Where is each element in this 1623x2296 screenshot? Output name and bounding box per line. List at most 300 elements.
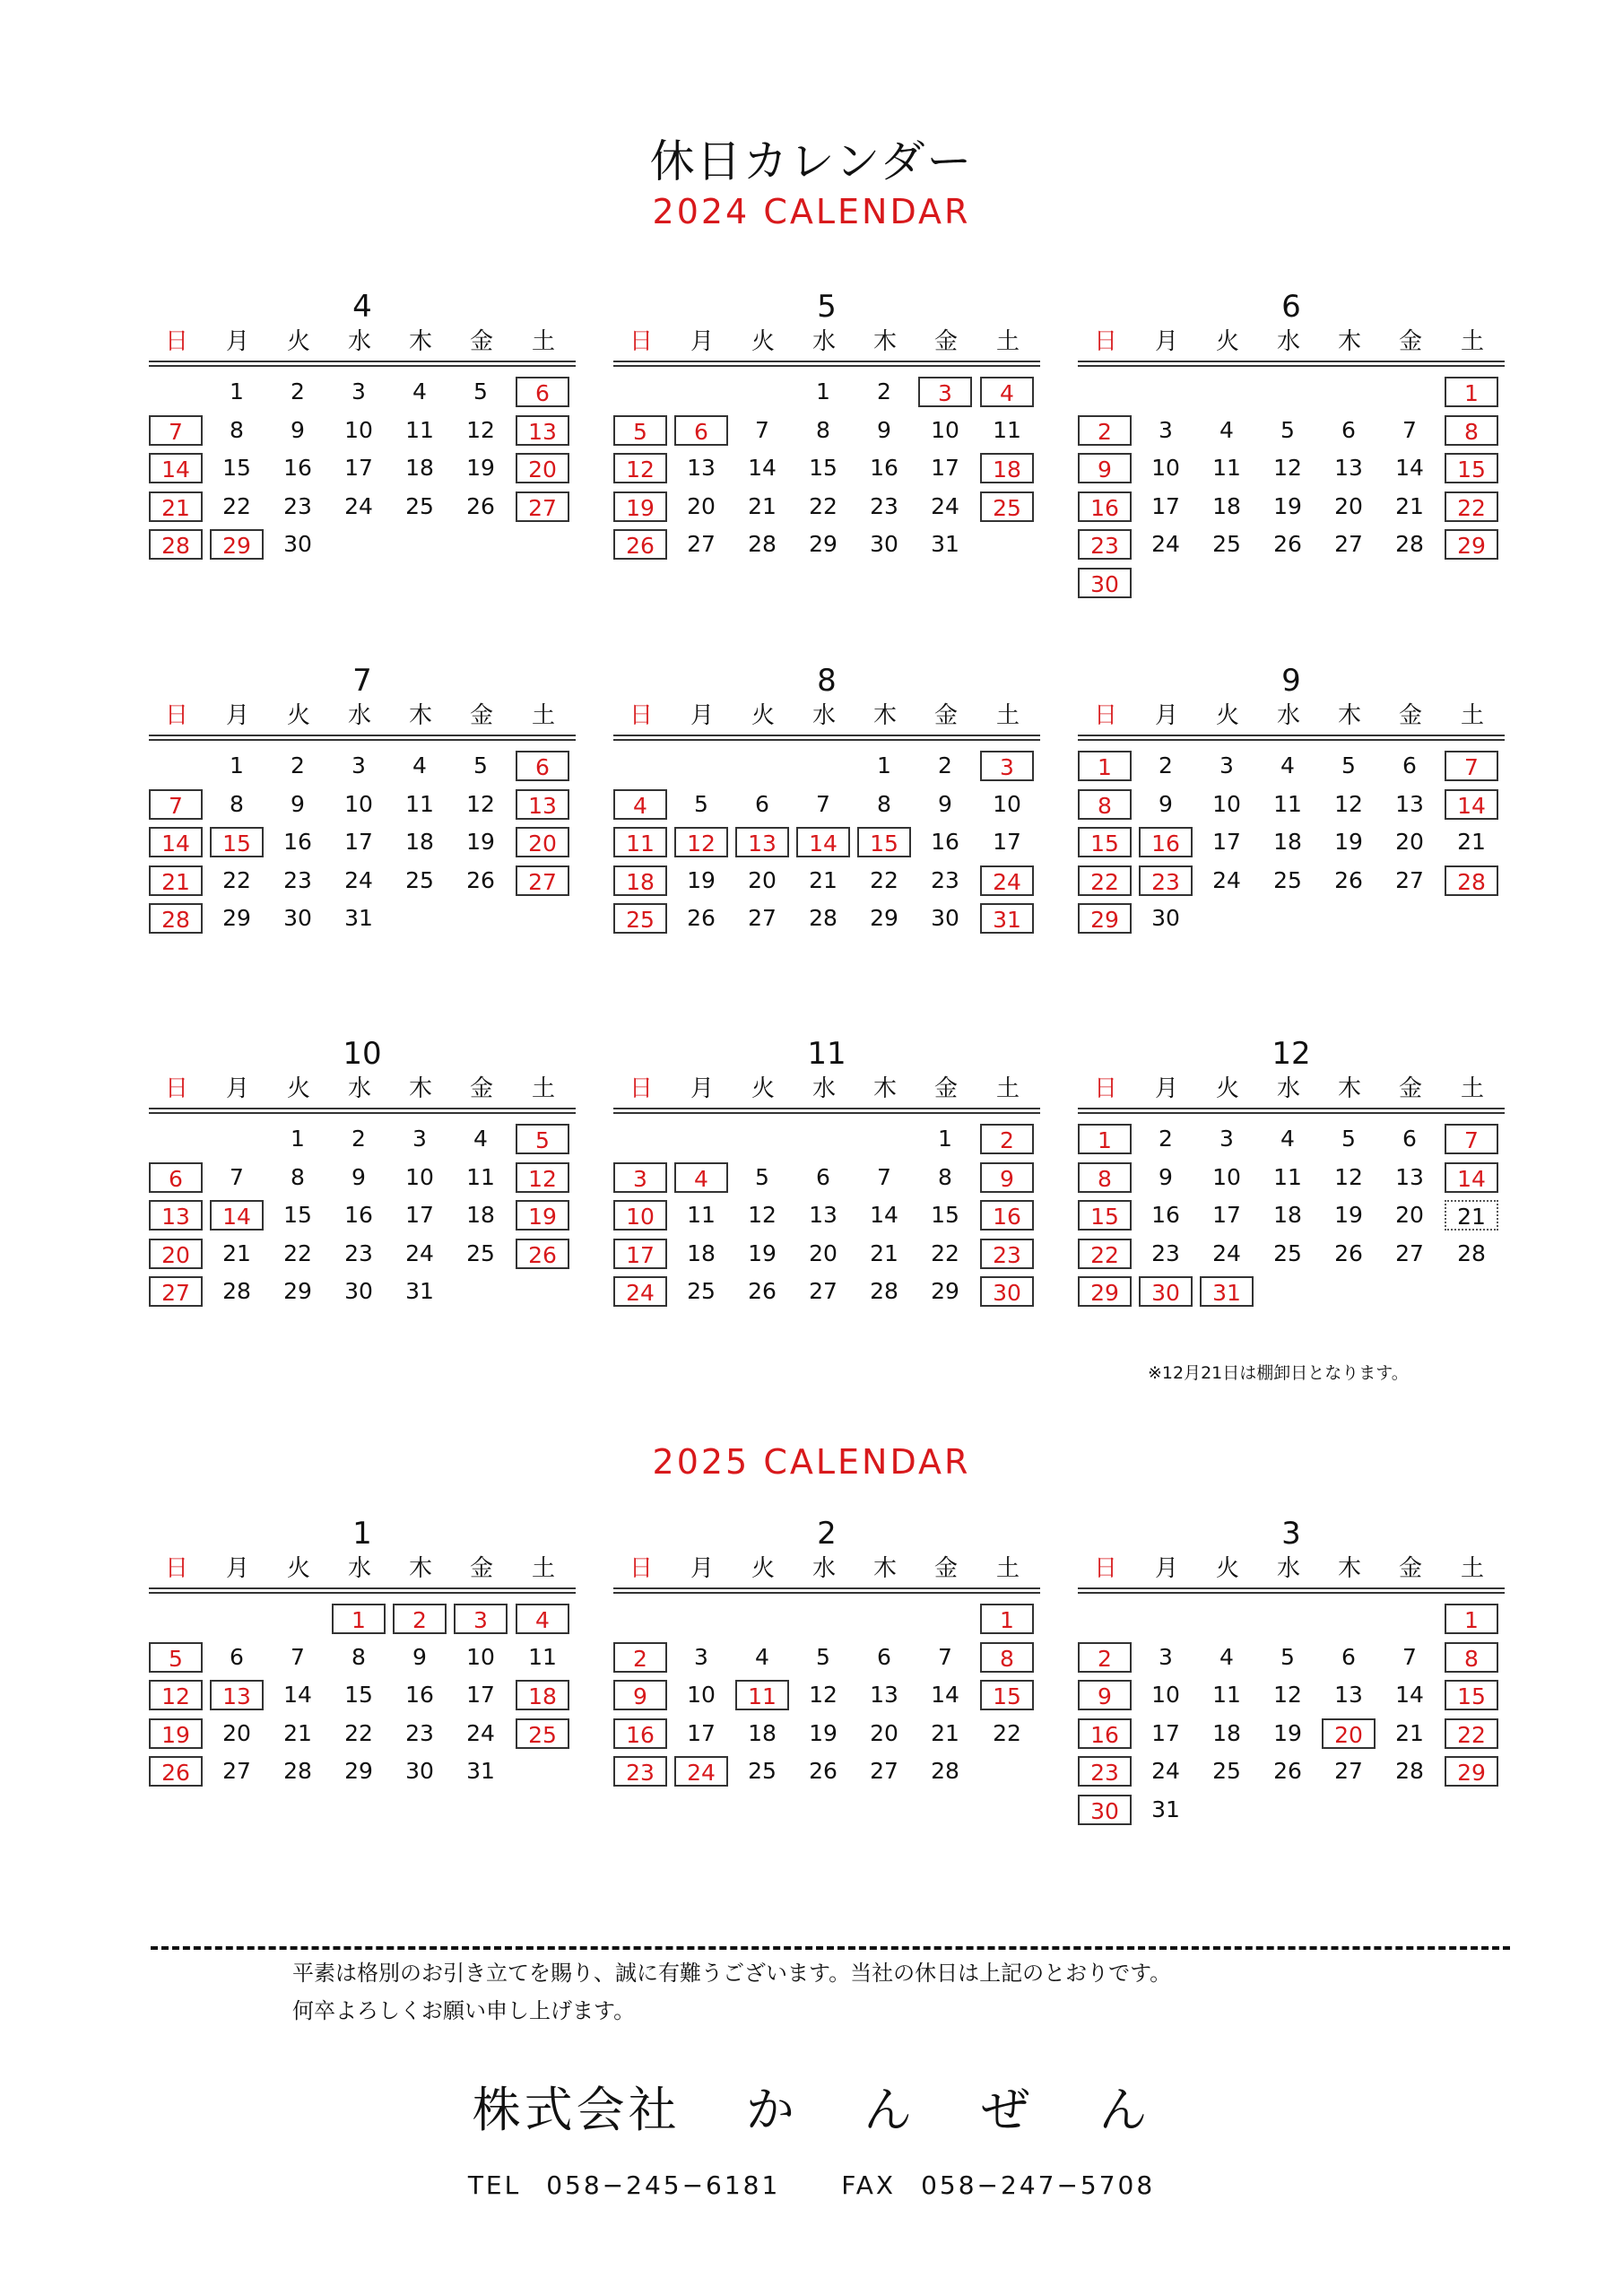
day-cell: 26 — [1334, 866, 1363, 893]
day-cell: 5 — [1280, 416, 1295, 443]
weekday-label: 木 — [872, 1555, 897, 1582]
day-cell: 29 — [809, 531, 838, 557]
day-cell: 5 — [755, 1163, 769, 1190]
weekday-label: 日 — [1093, 702, 1117, 729]
day-cell: 24 — [1151, 531, 1180, 557]
holiday-day: 28 — [149, 903, 203, 934]
holiday-day: 7 — [1445, 1124, 1498, 1154]
day-cell: 24 — [1212, 866, 1241, 893]
holiday-day: 23 — [1078, 1756, 1132, 1787]
day-cell: 18 — [1273, 829, 1302, 855]
month-number: 2 — [817, 1516, 837, 1552]
holiday-day: 23 — [1078, 529, 1132, 560]
day-cell: 2 — [1159, 1126, 1173, 1152]
tel-label: TEL — [467, 2170, 522, 2200]
inventory-day: 21 — [1445, 1200, 1498, 1231]
holiday-day: 30 — [1078, 568, 1132, 598]
holiday-day: 12 — [149, 1680, 203, 1710]
holiday-day: 8 — [1078, 789, 1132, 820]
day-cell: 18 — [405, 829, 434, 855]
weekday-label: 金 — [933, 1075, 958, 1102]
day-cell: 10 — [344, 416, 373, 443]
page-title: 休日カレンダー — [649, 135, 974, 187]
weekday-label: 木 — [408, 328, 432, 355]
day-cell: 15 — [283, 1202, 312, 1228]
day-cell: 28 — [283, 1758, 312, 1784]
holiday-day: 1 — [1078, 1124, 1132, 1154]
weekday-label: 水 — [812, 1075, 836, 1102]
holiday-day: 25 — [613, 903, 667, 934]
holiday-day: 13 — [149, 1200, 203, 1231]
day-cell: 22 — [993, 1719, 1021, 1746]
day-cell: 30 — [283, 531, 312, 557]
holiday-day: 1 — [1078, 751, 1132, 781]
holiday-day: 14 — [1445, 789, 1498, 820]
day-cell: 13 — [1334, 1682, 1363, 1708]
day-cell: 15 — [931, 1202, 959, 1228]
day-cell: 8 — [230, 790, 244, 817]
holiday-day: 18 — [516, 1680, 569, 1710]
holiday-day: 24 — [980, 865, 1034, 896]
day-cell: 14 — [748, 455, 777, 481]
day-cell: 11 — [466, 1163, 495, 1190]
message-line-2: 何卒よろしくお願い申し上げます。 — [292, 1998, 636, 2023]
day-cell: 4 — [412, 378, 427, 404]
day-cell: 27 — [1395, 866, 1424, 893]
fax-number: 058−247−5708 — [921, 2170, 1156, 2200]
holiday-day: 28 — [1445, 865, 1498, 896]
day-cell: 17 — [931, 455, 959, 481]
holiday-day: 20 — [516, 453, 569, 483]
day-cell: 9 — [877, 416, 891, 443]
header-rule — [613, 361, 1040, 362]
holiday-day: 9 — [1078, 1680, 1132, 1710]
day-cell: 11 — [687, 1202, 716, 1228]
day-cell: 11 — [1212, 455, 1241, 481]
month-number: 11 — [807, 1036, 846, 1072]
weekday-label: 金 — [1398, 1075, 1422, 1102]
weekday-label: 金 — [1398, 1555, 1422, 1582]
weekday-header — [1078, 702, 1505, 733]
day-cell: 30 — [870, 531, 898, 557]
holiday-day: 7 — [149, 415, 203, 446]
holiday-day: 18 — [613, 865, 667, 896]
weekday-label: 月 — [1154, 328, 1178, 355]
header-rule — [1078, 361, 1505, 362]
weekday-label: 火 — [751, 702, 775, 729]
holiday-day: 2 — [393, 1604, 447, 1634]
day-cell: 17 — [344, 455, 373, 481]
weekday-header — [149, 328, 576, 359]
day-cell: 10 — [1151, 455, 1180, 481]
day-cell: 14 — [1395, 1682, 1424, 1708]
holiday-day: 23 — [1139, 865, 1193, 896]
weekday-label: 金 — [933, 328, 958, 355]
weekday-label: 水 — [1276, 328, 1300, 355]
day-cell: 21 — [748, 492, 777, 519]
weekday-header — [1078, 328, 1505, 359]
day-cell: 24 — [466, 1719, 495, 1746]
holiday-day: 30 — [980, 1276, 1034, 1307]
inventory-note: ※12月21日は棚卸日となります。 — [1148, 1363, 1409, 1383]
weekday-label: 金 — [469, 328, 493, 355]
holiday-day: 4 — [980, 377, 1034, 407]
company-char-1: か — [745, 2082, 798, 2138]
day-cell: 5 — [1341, 1126, 1356, 1152]
day-cell: 20 — [748, 866, 777, 893]
day-cell: 7 — [816, 790, 830, 817]
day-cell: 27 — [809, 1278, 838, 1304]
day-cell: 27 — [687, 531, 716, 557]
holiday-day: 15 — [1445, 453, 1498, 483]
weekday-header — [1078, 1555, 1505, 1586]
weekday-label: 月 — [225, 1075, 249, 1102]
day-cell: 8 — [352, 1643, 366, 1670]
month-number: 1 — [352, 1516, 372, 1552]
holiday-day: 20 — [516, 827, 569, 857]
day-cell: 24 — [405, 1239, 434, 1266]
holiday-day: 9 — [613, 1680, 667, 1710]
day-cell: 18 — [405, 455, 434, 481]
weekday-header — [613, 1075, 1040, 1106]
weekday-label: 土 — [995, 702, 1020, 729]
day-cell: 3 — [1219, 1126, 1234, 1152]
day-cell: 12 — [466, 790, 495, 817]
day-cell: 26 — [748, 1278, 777, 1304]
day-cell: 7 — [877, 1163, 891, 1190]
day-cell: 30 — [405, 1758, 434, 1784]
holiday-day: 4 — [516, 1604, 569, 1634]
holiday-day: 31 — [980, 903, 1034, 934]
day-cell: 14 — [931, 1682, 959, 1708]
holiday-day: 12 — [613, 453, 667, 483]
month-number: 5 — [817, 289, 837, 325]
day-cell: 16 — [283, 455, 312, 481]
holiday-day: 23 — [980, 1239, 1034, 1269]
day-cell: 22 — [344, 1719, 373, 1746]
holiday-day: 20 — [1322, 1718, 1376, 1749]
weekday-label: 水 — [347, 328, 371, 355]
holiday-day: 3 — [454, 1604, 508, 1634]
holiday-day: 15 — [210, 827, 264, 857]
day-cell: 26 — [466, 866, 495, 893]
day-cell: 18 — [748, 1719, 777, 1746]
holiday-day: 22 — [1078, 1239, 1132, 1269]
holiday-day: 3 — [980, 751, 1034, 781]
day-cell: 6 — [1341, 416, 1356, 443]
weekday-header — [1078, 1075, 1505, 1106]
day-cell: 14 — [283, 1682, 312, 1708]
day-cell: 8 — [877, 790, 891, 817]
day-cell: 8 — [230, 416, 244, 443]
day-cell: 4 — [755, 1643, 769, 1670]
holiday-day: 5 — [613, 415, 667, 446]
day-cell: 24 — [344, 492, 373, 519]
holiday-day: 14 — [149, 453, 203, 483]
holiday-day: 12 — [516, 1162, 569, 1193]
day-cell: 17 — [993, 829, 1021, 855]
day-cell: 22 — [809, 492, 838, 519]
year-label-2024: 2024 CALENDAR — [652, 192, 971, 231]
weekday-label: 火 — [751, 1075, 775, 1102]
day-cell: 28 — [870, 1278, 898, 1304]
day-cell: 27 — [1334, 1758, 1363, 1784]
holiday-day: 17 — [613, 1239, 667, 1269]
day-cell: 23 — [283, 492, 312, 519]
day-cell: 8 — [816, 416, 830, 443]
day-cell: 7 — [230, 1163, 244, 1190]
day-cell: 25 — [1273, 1239, 1302, 1266]
day-cell: 30 — [344, 1278, 373, 1304]
day-cell: 22 — [931, 1239, 959, 1266]
year-label-2025: 2025 CALENDAR — [652, 1442, 971, 1482]
weekday-label: 土 — [995, 328, 1020, 355]
header-rule — [613, 739, 1040, 741]
holiday-day: 27 — [149, 1276, 203, 1307]
weekday-label: 日 — [629, 1075, 653, 1102]
day-cell: 27 — [1334, 531, 1363, 557]
holiday-day: 26 — [149, 1756, 203, 1787]
day-cell: 5 — [694, 790, 708, 817]
weekday-header — [613, 702, 1040, 733]
month-number: 9 — [1281, 663, 1301, 699]
header-rule — [1078, 365, 1505, 367]
company-char-4: ん — [1098, 2082, 1151, 2138]
day-cell: 17 — [344, 829, 373, 855]
day-cell: 9 — [1159, 1163, 1173, 1190]
day-cell: 4 — [1280, 1126, 1295, 1152]
day-cell: 9 — [352, 1163, 366, 1190]
holiday-day: 29 — [1078, 903, 1132, 934]
month-block — [1078, 285, 1505, 597]
day-cell: 31 — [466, 1758, 495, 1784]
holiday-day: 22 — [1445, 491, 1498, 522]
header-rule — [149, 361, 576, 362]
weekday-header — [149, 1075, 576, 1106]
weekday-label: 土 — [995, 1075, 1020, 1102]
month-block — [149, 285, 576, 559]
month-number: 12 — [1271, 1036, 1311, 1072]
weekday-label: 日 — [164, 328, 188, 355]
day-cell: 12 — [1273, 455, 1302, 481]
day-cell: 9 — [291, 416, 305, 443]
weekday-label: 木 — [1337, 1555, 1361, 1582]
day-cell: 17 — [1151, 1719, 1180, 1746]
weekday-label: 木 — [872, 702, 897, 729]
day-cell: 4 — [1219, 416, 1234, 443]
day-cell: 6 — [1341, 1643, 1356, 1670]
header-rule — [613, 1587, 1040, 1589]
weekday-label: 火 — [286, 1075, 310, 1102]
day-cell: 25 — [1212, 531, 1241, 557]
holiday-day: 29 — [1078, 1276, 1132, 1307]
day-cell: 1 — [230, 378, 244, 404]
day-cell: 1 — [877, 752, 891, 778]
holiday-day: 2 — [980, 1124, 1034, 1154]
holiday-day: 5 — [516, 1124, 569, 1154]
weekday-label: 水 — [347, 702, 371, 729]
weekday-label: 水 — [812, 1555, 836, 1582]
holiday-day: 13 — [516, 789, 569, 820]
day-cell: 29 — [870, 905, 898, 931]
day-cell: 10 — [687, 1682, 716, 1708]
day-cell: 14 — [870, 1202, 898, 1228]
holiday-day: 19 — [516, 1200, 569, 1231]
day-cell: 7 — [291, 1643, 305, 1670]
month-block — [149, 659, 576, 933]
weekday-label: 水 — [347, 1075, 371, 1102]
day-cell: 23 — [283, 866, 312, 893]
header-rule — [149, 1592, 576, 1594]
month-block — [613, 659, 1040, 933]
day-cell: 12 — [809, 1682, 838, 1708]
day-cell: 15 — [222, 455, 251, 481]
day-cell: 26 — [809, 1758, 838, 1784]
day-cell: 10 — [344, 790, 373, 817]
day-cell: 19 — [748, 1239, 777, 1266]
holiday-day: 13 — [735, 827, 789, 857]
day-cell: 26 — [466, 492, 495, 519]
day-cell: 29 — [344, 1758, 373, 1784]
holiday-day: 11 — [613, 827, 667, 857]
weekday-label: 金 — [469, 1555, 493, 1582]
day-cell: 12 — [748, 1202, 777, 1228]
month-number: 7 — [352, 663, 372, 699]
day-cell: 28 — [222, 1278, 251, 1304]
weekday-label: 火 — [1215, 1075, 1239, 1102]
holiday-day: 19 — [149, 1718, 203, 1749]
holiday-day: 14 — [1445, 1162, 1498, 1193]
day-cell: 25 — [405, 492, 434, 519]
day-cell: 20 — [870, 1719, 898, 1746]
holiday-day: 6 — [149, 1162, 203, 1193]
month-number: 10 — [343, 1036, 382, 1072]
day-cell: 12 — [466, 416, 495, 443]
holiday-day: 13 — [210, 1680, 264, 1710]
day-cell: 25 — [466, 1239, 495, 1266]
holiday-day: 18 — [980, 453, 1034, 483]
day-cell: 5 — [816, 1643, 830, 1670]
day-cell: 2 — [291, 378, 305, 404]
fax-label: FAX — [841, 2170, 897, 2200]
holiday-day: 30 — [1139, 1276, 1193, 1307]
holiday-day: 12 — [674, 827, 728, 857]
weekday-label: 火 — [1215, 702, 1239, 729]
weekday-label: 日 — [1093, 1075, 1117, 1102]
day-cell: 5 — [473, 752, 488, 778]
day-cell: 10 — [405, 1163, 434, 1190]
holiday-day: 26 — [516, 1239, 569, 1269]
day-cell: 11 — [528, 1643, 557, 1670]
day-cell: 19 — [466, 829, 495, 855]
day-cell: 17 — [687, 1719, 716, 1746]
holiday-day: 1 — [980, 1604, 1034, 1634]
day-cell: 25 — [687, 1278, 716, 1304]
day-cell: 4 — [1219, 1643, 1234, 1670]
day-cell: 31 — [405, 1278, 434, 1304]
holiday-day: 20 — [149, 1239, 203, 1269]
day-cell: 23 — [931, 866, 959, 893]
day-cell: 7 — [1402, 1643, 1417, 1670]
weekday-label: 土 — [1460, 1075, 1484, 1102]
month-block — [1078, 659, 1505, 933]
day-cell: 27 — [748, 905, 777, 931]
day-cell: 27 — [870, 1758, 898, 1784]
day-cell: 22 — [222, 492, 251, 519]
day-cell: 22 — [222, 866, 251, 893]
day-cell: 11 — [405, 416, 434, 443]
day-cell: 16 — [344, 1202, 373, 1228]
weekday-label: 木 — [872, 1075, 897, 1102]
holiday-day: 2 — [1078, 1642, 1132, 1673]
month-block — [613, 1512, 1040, 1786]
holiday-day: 9 — [1078, 453, 1132, 483]
holiday-day: 16 — [980, 1200, 1034, 1231]
weekday-label: 日 — [1093, 1555, 1117, 1582]
day-cell: 22 — [870, 866, 898, 893]
day-cell: 24 — [1151, 1758, 1180, 1784]
day-cell: 16 — [931, 829, 959, 855]
day-cell: 23 — [1151, 1239, 1180, 1266]
holiday-day: 15 — [1445, 1680, 1498, 1710]
day-cell: 2 — [938, 752, 952, 778]
day-cell: 13 — [1395, 1163, 1424, 1190]
day-cell: 25 — [405, 866, 434, 893]
weekday-label: 土 — [1460, 702, 1484, 729]
day-cell: 2 — [877, 378, 891, 404]
day-cell: 29 — [283, 1278, 312, 1304]
day-cell: 5 — [1341, 752, 1356, 778]
divider-line — [151, 1946, 1510, 1950]
header-rule — [1078, 1108, 1505, 1109]
holiday-day: 3 — [613, 1162, 667, 1193]
day-cell: 6 — [1402, 1126, 1417, 1152]
day-cell: 26 — [1273, 531, 1302, 557]
month-number: 4 — [352, 289, 372, 325]
day-cell: 25 — [1273, 866, 1302, 893]
day-cell: 18 — [1212, 1719, 1241, 1746]
weekday-label: 金 — [1398, 702, 1422, 729]
day-cell: 20 — [1334, 492, 1363, 519]
holiday-day: 1 — [1445, 1604, 1498, 1634]
day-cell: 9 — [1159, 790, 1173, 817]
day-cell: 20 — [687, 492, 716, 519]
weekday-label: 水 — [347, 1555, 371, 1582]
weekday-label: 月 — [690, 1075, 714, 1102]
weekday-label: 月 — [225, 328, 249, 355]
day-cell: 2 — [291, 752, 305, 778]
holiday-day: 2 — [1078, 415, 1132, 446]
weekday-label: 火 — [1215, 1555, 1239, 1582]
holiday-day: 24 — [613, 1276, 667, 1307]
day-cell: 28 — [809, 905, 838, 931]
day-cell: 16 — [405, 1682, 434, 1708]
day-cell: 13 — [1395, 790, 1424, 817]
day-cell: 6 — [755, 790, 769, 817]
day-cell: 14 — [1395, 455, 1424, 481]
day-cell: 3 — [412, 1126, 427, 1152]
day-cell: 16 — [870, 455, 898, 481]
weekday-label: 木 — [408, 1555, 432, 1582]
day-cell: 5 — [473, 378, 488, 404]
holiday-day: 29 — [210, 529, 264, 560]
weekday-label: 月 — [690, 1555, 714, 1582]
day-cell: 23 — [405, 1719, 434, 1746]
holiday-day: 6 — [674, 415, 728, 446]
tel-number: 058−245−6181 — [546, 2170, 781, 2200]
day-cell: 4 — [473, 1126, 488, 1152]
day-cell: 21 — [283, 1719, 312, 1746]
